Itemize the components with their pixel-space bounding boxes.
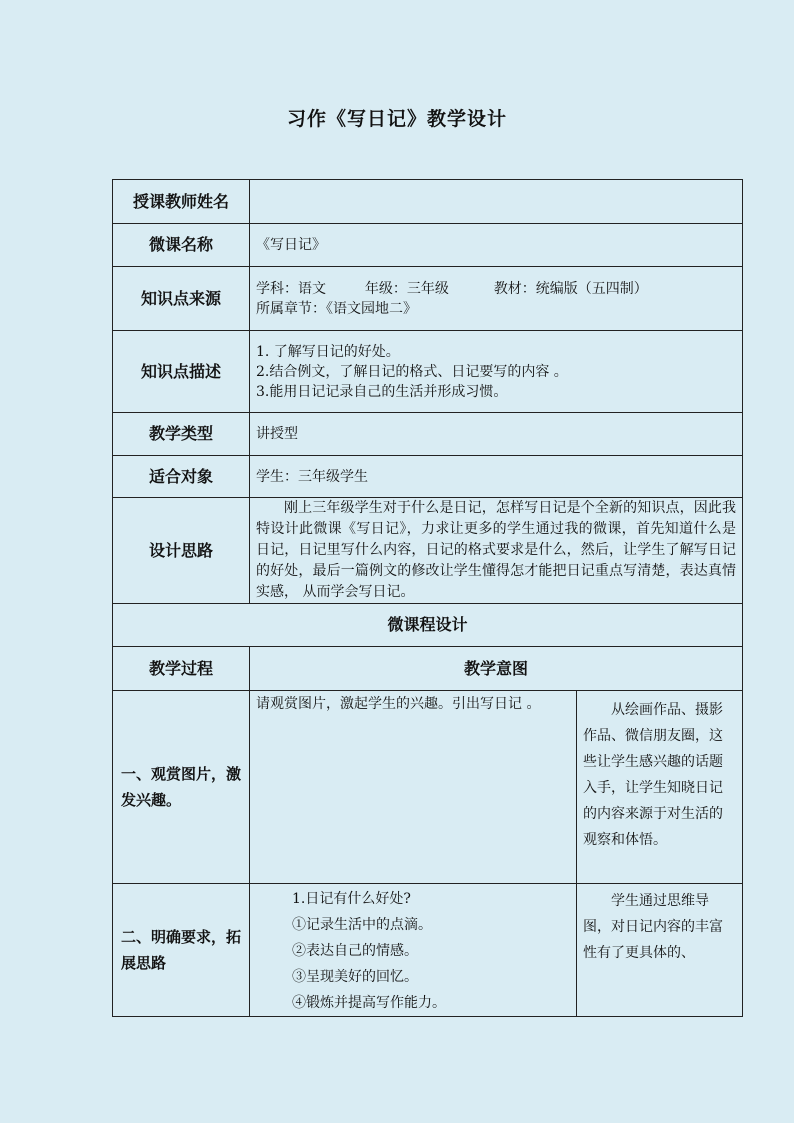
idea-label: 设计思路 [113,498,250,604]
course-label: 微课名称 [113,224,250,267]
step-2-intent: 学生通过思维导图，对日记内容的丰富性有了更具体的、 [577,884,743,1017]
desc-value [250,331,743,413]
row-source [113,267,743,331]
lesson-design-table [112,179,743,1017]
desc-line: 3.能用日记记录自己的生活并形成习惯。 [256,383,508,400]
step-2-content [250,884,577,1017]
teacher-value [250,180,743,224]
page-title: 习作《写日记》教学设计 [286,108,507,130]
source-value [250,267,743,331]
step-1-content: 请观赏图片，激起学生的兴趣。引出写日记 。 [250,691,577,884]
row-type [113,413,743,456]
step-2-name: 二、明确要求，拓展思路 [113,884,250,1017]
type-value: 讲授型 [250,413,743,456]
step-1-intent: 从绘画作品、摄影作品、微信朋友圈，这些让学生感兴趣的话题入手，让学生知晓日记的内容来源于对生活的观察和体悟。 [577,691,743,884]
row-design-header [113,604,743,647]
source-grade: 年级：三年级 [364,280,449,297]
row-teacher [113,180,743,224]
row-audience [113,456,743,498]
col-process: 教学过程 [113,647,250,691]
row-idea [113,498,743,604]
desc-label: 知识点描述 [113,331,250,413]
desc-line: 1. 了解写日记的好处。 [256,343,400,360]
source-chapter: 所属章节：《语文园地二》 [256,300,417,317]
row-step-1 [113,691,743,884]
step-2-line: ①记录生活中的点滴。 [292,917,432,933]
row-columns [113,647,743,691]
step-2-line: ③呈现美好的回忆。 [292,969,418,985]
step-2-line: 1.日记有什么好处? [292,891,411,907]
row-course [113,224,743,267]
col-intent: 教学意图 [250,647,743,691]
source-label: 知识点来源 [113,267,250,331]
row-step-2 [113,884,743,1017]
course-value: 《写日记》 [250,224,743,267]
step-1-name: 一、观赏图片，激发兴趣。 [113,691,250,884]
audience-value: 学生：三年级学生 [250,456,743,498]
row-desc [113,331,743,413]
step-2-line: ④锻炼并提高写作能力。 [292,995,446,1011]
audience-label: 适合对象 [113,456,250,498]
type-label: 教学类型 [113,413,250,456]
desc-line: 2.结合例文，了解日记的格式、日记要写的内容 。 [256,363,568,380]
step-2-line: ②表达自己的情感。 [292,943,418,959]
teacher-label: 授课教师姓名 [113,180,250,224]
source-textbook: 教材：统编版（五四制） [493,280,648,297]
source-subject: 学科：语文 [256,280,326,297]
design-header: 微课程设计 [113,604,743,647]
idea-value: 刚上三年级学生对于什么是日记，怎样写日记是个全新的知识点，因此我特设计此微课《写日记》，力求让更多的学生通过我的微课，首先知道什么是日记，日记里写什么内容，日记的格式要求是什么，然后，让学生了解写日记的好处，最后一篇例文的修改让学生懂得怎才能把日记重点写清楚，表达真情实感， 从而学会写日记。 [250,498,743,604]
